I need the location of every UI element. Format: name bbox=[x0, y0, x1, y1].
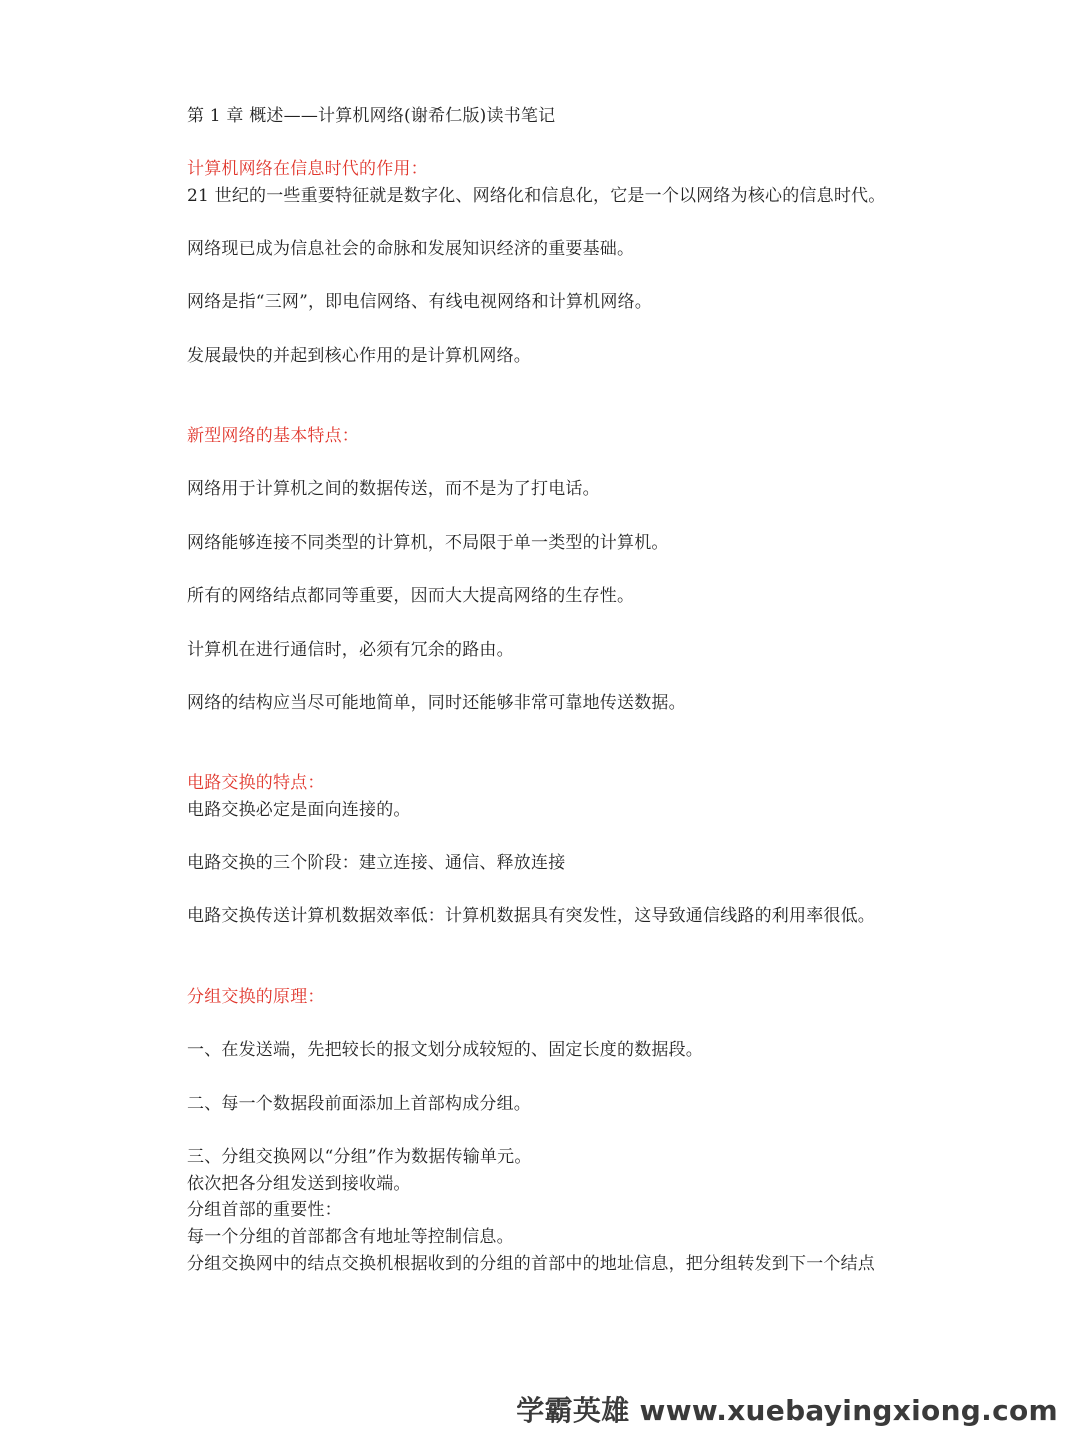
paragraph-line: 21 世纪的一些重要特征就是数字化、网络化和信息化，它是一个以网络为核心的信息时代。 bbox=[187, 186, 886, 206]
paragraph-line: 每一个分组的首部都含有地址等控制信息。 bbox=[187, 1227, 514, 1247]
paragraph-line: 三、分组交换网以“分组”作为数据传输单元。 bbox=[187, 1147, 532, 1167]
paragraph-line: 所有的网络结点都同等重要，因而大大提高网络的生存性。 bbox=[187, 586, 635, 606]
document-title: 第 1 章 概述——计算机网络(谢希仁版)读书笔记 bbox=[187, 106, 556, 126]
section-heading-role: 计算机网络在信息时代的作用： bbox=[187, 159, 428, 179]
section-heading-circuit-switching: 电路交换的特点： bbox=[187, 773, 325, 793]
paragraph-line: 发展最快的并起到核心作用的是计算机网络。 bbox=[187, 346, 531, 366]
paragraph-line: 依次把各分组发送到接收端。 bbox=[187, 1174, 411, 1194]
section-heading-packet-switching: 分组交换的原理： bbox=[187, 987, 325, 1007]
paragraph-line: 网络是指“三网”，即电信网络、有线电视网络和计算机网络。 bbox=[187, 292, 652, 312]
paragraph-line: 电路交换必定是面向连接的。 bbox=[187, 800, 411, 820]
paragraph-line: 计算机在进行通信时，必须有冗余的路由。 bbox=[187, 640, 514, 660]
paragraph-line: 一、在发送端，先把较长的报文划分成较短的、固定长度的数据段。 bbox=[187, 1040, 703, 1060]
site-watermark: 学霸英雄 www.xuebayingxiong.com bbox=[516, 1394, 1058, 1427]
paragraph-line: 二、每一个数据段前面添加上首部构成分组。 bbox=[187, 1094, 531, 1114]
paragraph-line: 网络的结构应当尽可能地简单，同时还能够非常可靠地传送数据。 bbox=[187, 693, 686, 713]
paragraph-line: 电路交换的三个阶段：建立连接、通信、释放连接 bbox=[187, 853, 566, 873]
paragraph-line: 分组首部的重要性： bbox=[187, 1200, 342, 1220]
paragraph-line: 网络现已成为信息社会的命脉和发展知识经济的重要基础。 bbox=[187, 239, 635, 259]
paragraph-line: 网络用于计算机之间的数据传送，而不是为了打电话。 bbox=[187, 479, 600, 499]
paragraph-line: 网络能够连接不同类型的计算机，不局限于单一类型的计算机。 bbox=[187, 533, 669, 553]
paragraph-line: 电路交换传送计算机数据效率低：计算机数据具有突发性，这导致通信线路的利用率很低。 bbox=[187, 906, 875, 926]
paragraph-line: 分组交换网中的结点交换机根据收到的分组的首部中的地址信息，把分组转发到下一个结点 bbox=[187, 1254, 875, 1274]
section-heading-features: 新型网络的基本特点： bbox=[187, 426, 359, 446]
